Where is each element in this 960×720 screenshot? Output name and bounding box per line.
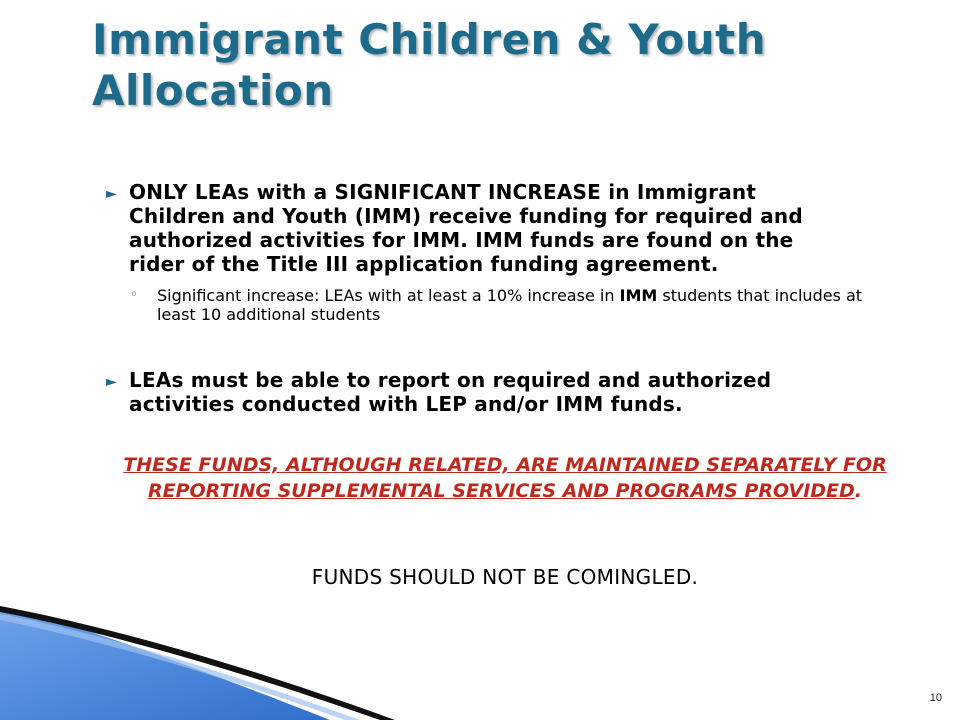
ring-bullet-icon: ◦: [130, 287, 139, 303]
bullet-text: LEAs must be able to report on required and authorized activities conducted with LEP and/or IMM funds.: [129, 368, 772, 416]
slide-title: Immigrant Children & Youth Allocation: [92, 15, 767, 115]
arrow-bullet-icon: ►: [106, 374, 117, 390]
swoosh-light-stripe: [0, 614, 360, 720]
sub-bullet-text-end: students that includes at least 10 additional students: [157, 286, 863, 324]
warning-trailing-text: .: [854, 480, 863, 502]
arrow-bullet-icon: ►: [106, 186, 117, 202]
swoosh-blue-shape: [0, 606, 330, 720]
sub-bullet-text: [157, 286, 870, 324]
closing-statement: FUNDS SHOULD NOT BE COMINGLED.: [311, 565, 699, 589]
bullet-item: [106, 180, 856, 276]
warning-statement: [100, 452, 910, 504]
bullet-item: [106, 368, 856, 416]
page-number: 10: [929, 692, 942, 704]
sub-bullet-text-bold: IMM: [619, 286, 658, 305]
sub-bullet-item: [130, 286, 870, 324]
warning-underlined-text: THESE FUNDS, ALTHOUGH RELATED, ARE MAINTAINED SEPARATELY FOR REPORTING SUPPLEMENTAL SERVICES AND PROGRAMS PROVIDED: [123, 454, 887, 502]
sub-bullet-text-start: Significant increase: LEAs with at least a 10% increase in: [157, 286, 620, 305]
swoosh-dark-stripe: [0, 606, 395, 720]
bullet-text: ONLY LEAs with a SIGNIFICANT INCREASE in Immigrant Children and Youth (IMM) receive funding for required and authorized activities for IMM. IMM funds are found on the rider of the Title III application funding agreement.: [129, 180, 803, 276]
